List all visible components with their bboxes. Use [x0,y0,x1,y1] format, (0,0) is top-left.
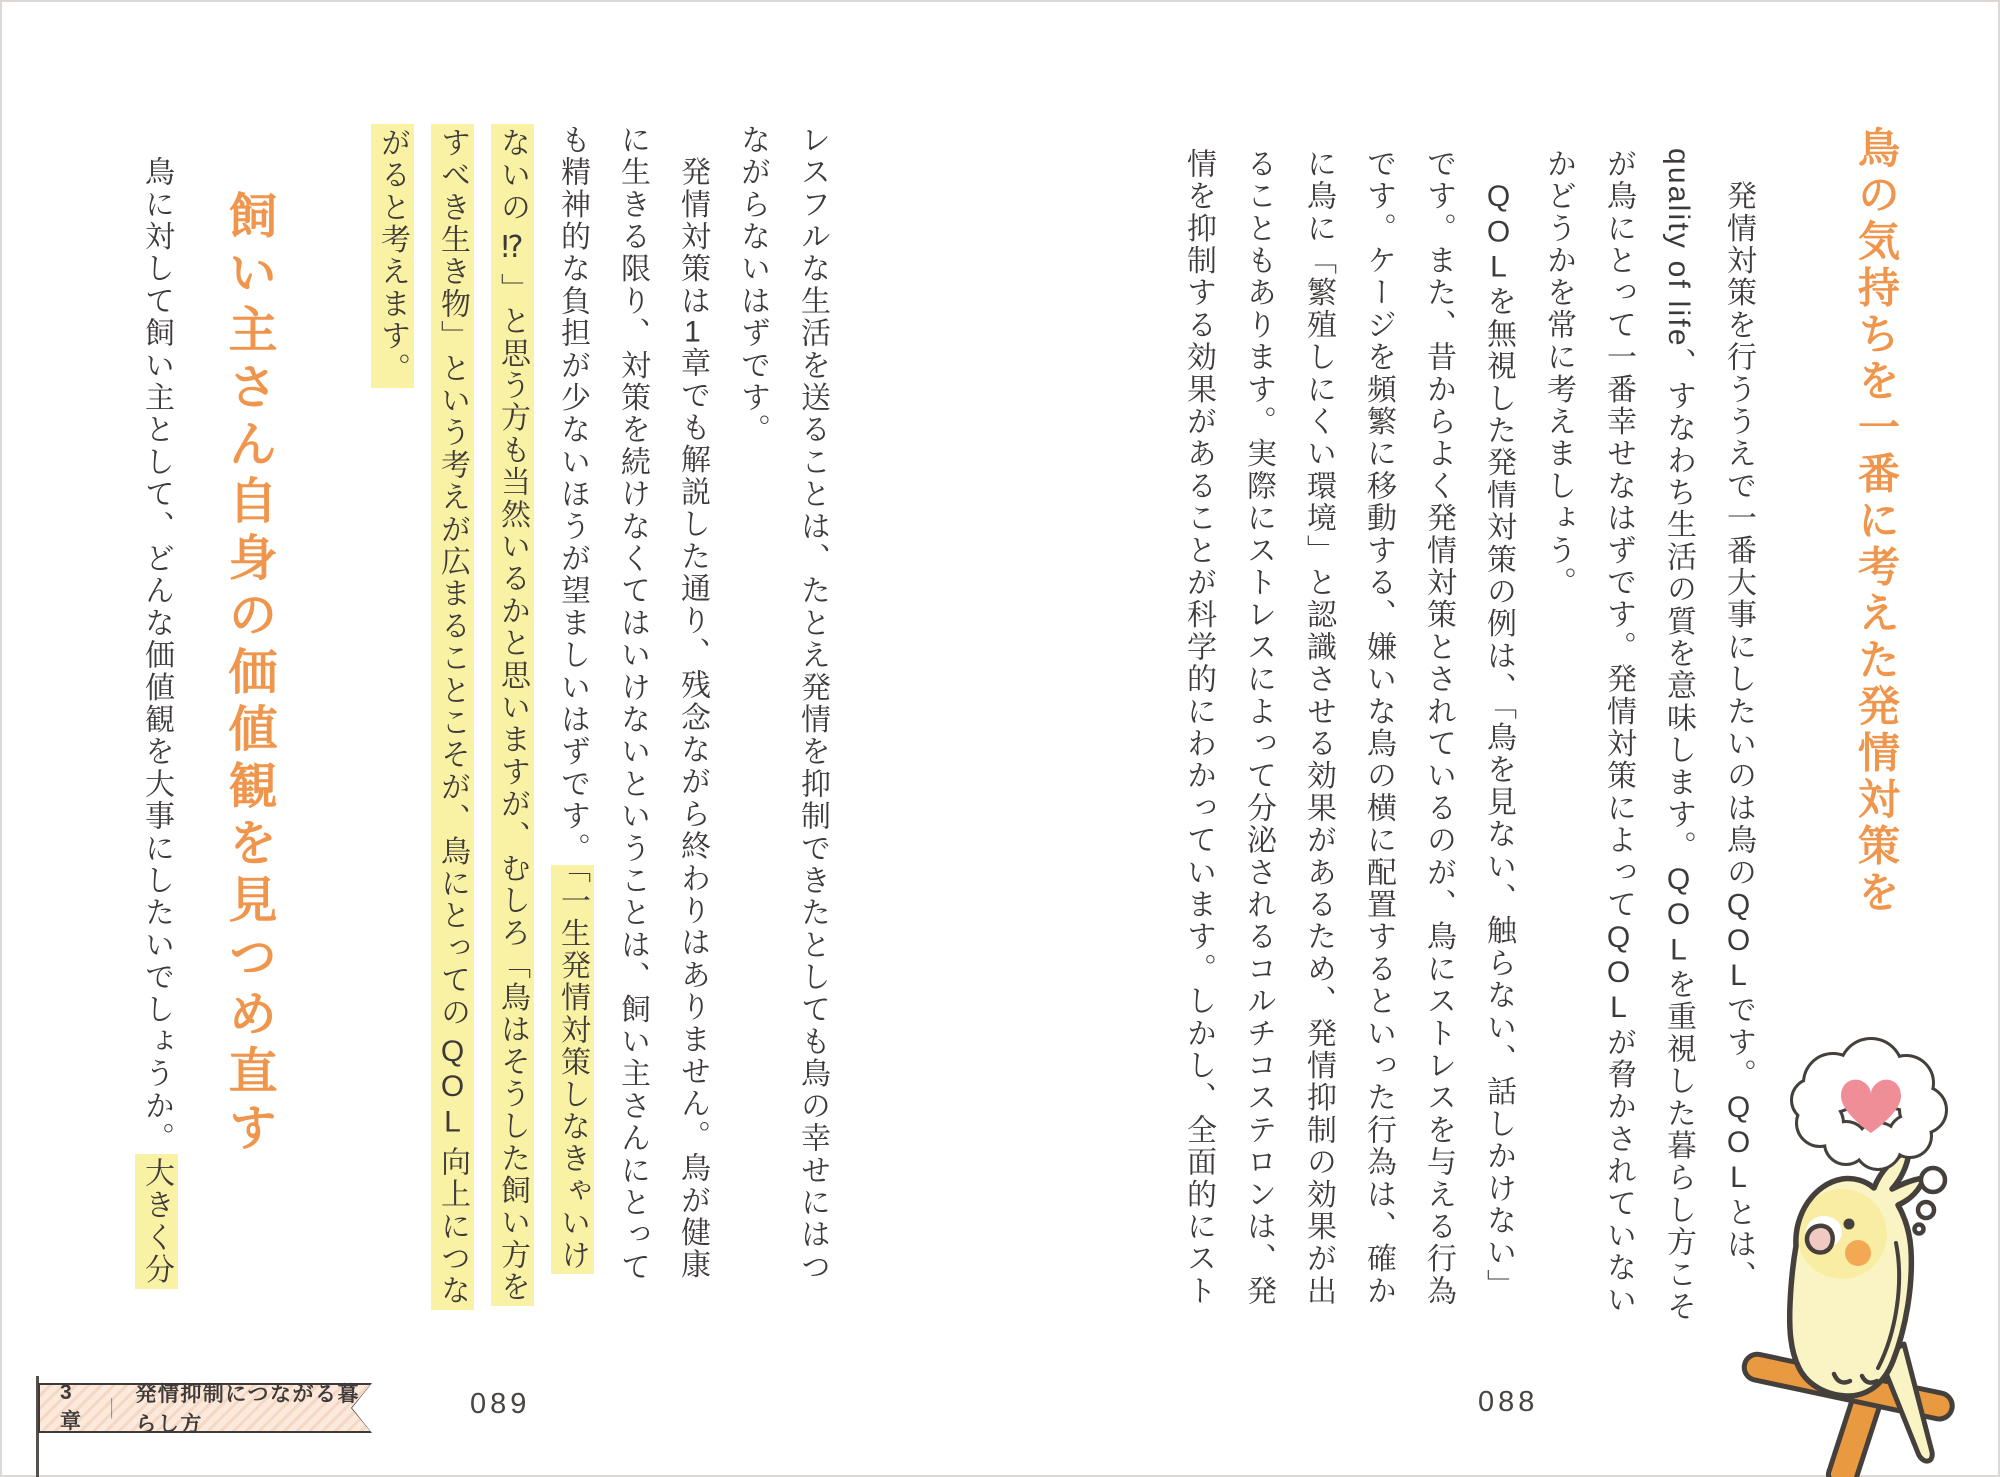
chapter-divider: ｜ [105,1398,119,1421]
chapter-ribbon [38,1381,372,1436]
text-column: レスフルな生活を送ることは、たとえ発情を抑制できたとしても鳥の幸せにはつ [796,124,829,1284]
text-column: が鳥にとって一番幸せなはずです。発情対策によってQOLが脅かされていない [1602,148,1635,1317]
left-page-number: 089 [470,1388,531,1420]
left-page-body-text [362,124,842,1308]
text-column: かどうかを常に考えましょう。 [1542,148,1575,599]
bird-beak [1807,1226,1833,1253]
thought-bubble-trail [1915,1168,1946,1234]
text-column: 発情対策を行ううえで一番大事にしたいのは鳥のQOLです。QOLとは、 [1722,148,1755,1294]
text-column: 発情対策は1章でも解説した通り、残念ながら終わりはありません。鳥が健康 [676,124,709,1282]
text-column: に鳥に「繁殖しにくい環境」と認識させる効果があるため、発情抑制の効果が出 [1302,148,1335,1308]
chapter-number: 3章 [60,1381,83,1433]
text-column: です。ケージを頻繁に移動する、嫌いな鳥の横に配置するといった行為は、確か [1362,148,1395,1308]
text-column: すべき生き物」という考えが広まることこそが、鳥にとってのQOL向上につな [422,124,482,1294]
text-column: です。また、昔からよく発情対策とされているのが、鳥にストレスを与える行為 [1422,148,1455,1308]
left-page-section-heading: 飼い主さん自身の価値観を見つめ直す [222,190,276,1159]
bird-eye [1844,1219,1855,1230]
text-column: QOLを無視した発情対策の例は、「鳥を見ない、触らない、話しかけない」 [1482,180,1515,1302]
text-column: quality of life、すなわち生活の質を意味します。QOLを重視した暮らし方こそ [1662,148,1695,1323]
text-column: 鳥に対して飼い主として、どんな価値観を大事にしたいでしょうか。大きく分 [126,124,186,1294]
left-page-body-text-after-heading [126,124,186,1294]
chapter-title: 発情抑制につながる暮らし方 [135,1383,360,1436]
right-page-number: 088 [1478,1386,1539,1418]
bird-cheek-patch [1845,1240,1871,1266]
text-column: ないの⁉」と思う方も当然いるかと思いますが、むしろ「鳥はそうした飼い方を [482,124,542,1294]
text-column: がると考えます。 [362,124,422,1294]
cockatiel-illustration [1738,1028,2000,1477]
text-column: ながらないはずです。 [736,124,769,446]
text-column: 情を抑制する効果があることが科学的にわかっています。しかし、全面的にスト [1182,148,1215,1308]
chapter-ribbon-label [38,1381,372,1436]
right-page-section-heading: 鳥の気持ちを一番に考えた発情対策を [1853,126,1900,917]
text-column: も精神的な負担が少ないほうが望ましいはずです。「一生発情対策しなきゃいけ [542,124,602,1294]
text-column: ることもあります。実際にストレスによって分泌されるコルチコステロンは、発 [1242,148,1275,1308]
right-page-body-text [1168,148,1768,1323]
text-column: に生きる限り、対策を続けなくてはいけないということは、飼い主さんにとって [616,124,649,1284]
